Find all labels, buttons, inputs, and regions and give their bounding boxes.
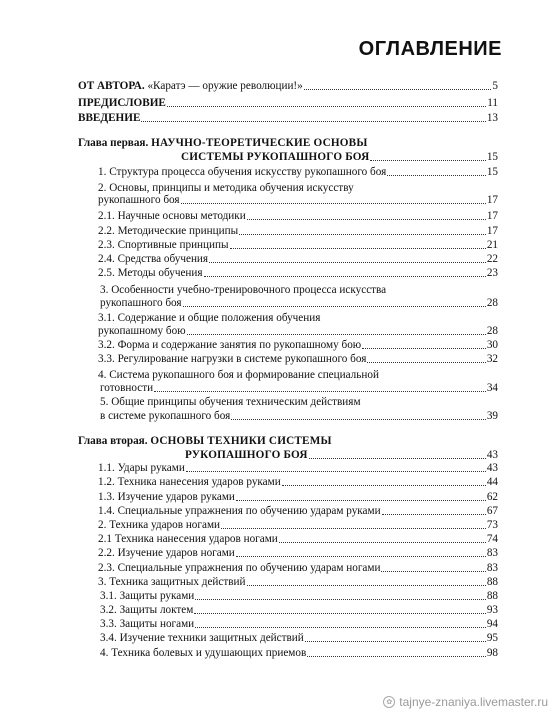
toc-page-number: 30 [486, 339, 498, 351]
toc-page-number: 43 [486, 449, 498, 461]
toc-entry-text: в системе рукопашного боя [100, 410, 231, 422]
toc-entry [98, 547, 498, 560]
toc-entry-text: 3.2. Защиты локтем [100, 604, 194, 616]
toc-entry [98, 239, 498, 252]
toc-entry [98, 225, 498, 238]
toc-entry-text: 3.1. Содержание и общие положения обучения [98, 312, 321, 324]
toc-page-number: 73 [486, 519, 498, 531]
toc-entry [100, 618, 498, 631]
toc-page-number: 74 [486, 533, 498, 545]
toc-entry-text: 3.3. Регулирование нагрузки в системе рукопашного боя [98, 353, 367, 365]
toc-page-number: 34 [486, 382, 498, 394]
toc-entry-text: 2. Техника ударов ногами [98, 519, 221, 531]
toc-entry-text: 1.2. Техника нанесения ударов руками [98, 476, 281, 488]
toc-page-number: 23 [486, 267, 498, 279]
toc-entry-text: 3.3. Защиты ногами [100, 618, 195, 630]
chapter-title: РУКОПАШНОГО БОЯ [185, 449, 308, 461]
toc-entry-text: 3. Техника защитных действий [98, 576, 246, 588]
toc-entry [100, 590, 498, 603]
toc-entry-text: 5. Общие принципы обучения техническим действиям [100, 396, 361, 408]
chapter-title: НАУЧНО-ТЕОРЕТИЧЕСКИЕ ОСНОВЫ [151, 137, 368, 149]
toc-entry-text: 2.2. Изучение ударов ногами [98, 547, 235, 559]
livemaster-logo-icon: ✿ [383, 696, 395, 708]
toc-entry [98, 533, 498, 546]
toc-page [58, 0, 506, 723]
toc-entry [98, 210, 498, 223]
toc-entry [100, 396, 498, 409]
watermark-text: tajnye-znaniya.livemaster.ru [399, 695, 548, 709]
toc-entry-text: готовности [100, 382, 154, 394]
toc-page-number: 17 [486, 194, 498, 206]
toc-page-number: 5 [492, 80, 498, 92]
toc-entry-label: ВВЕДЕНИЕ [78, 112, 141, 124]
toc-page-number: 32 [486, 353, 498, 365]
toc-entry-text: 3.4. Изучение техники защитных действий [100, 632, 304, 644]
toc-entry [98, 339, 498, 352]
toc-entry [98, 194, 498, 207]
toc-entry-text: 1.1. Удары руками [98, 462, 185, 474]
toc-entry [100, 382, 498, 395]
toc-entry-text: 4. Техника болевых и удушающих приемов [100, 647, 307, 659]
toc-entry-text: 2. Основы, принципы и методика обучения искусству [98, 182, 354, 194]
toc-entry [100, 410, 498, 423]
toc-entry [100, 604, 498, 617]
toc-entry-author [78, 80, 498, 93]
toc-page-number: 83 [486, 547, 498, 559]
toc-entry [98, 476, 498, 489]
toc-page-number: 21 [486, 239, 498, 251]
toc-entry [98, 312, 498, 325]
toc-heading: ОГЛАВЛЕНИЕ [358, 38, 502, 60]
toc-entry [98, 253, 498, 266]
chapter-prefix: Глава вторая. [78, 435, 148, 447]
chapter-1-heading [78, 137, 368, 150]
toc-entry [98, 519, 498, 532]
toc-entry [98, 505, 498, 518]
chapter-title: ОСНОВЫ ТЕХНИКИ СИСТЕМЫ [150, 435, 332, 447]
toc-page-number: 13 [486, 112, 498, 124]
toc-entry-label: ОТ АВТОРА. [78, 80, 145, 92]
toc-page-number: 28 [486, 325, 498, 337]
toc-entry-text: 2.3. Специальные упражнения по обучению ударам ногами [98, 562, 381, 574]
toc-entry [98, 166, 498, 179]
toc-entry [100, 647, 498, 660]
toc-entry-text: 1.3. Изучение ударов руками [98, 491, 235, 503]
toc-page-number: 39 [486, 410, 498, 422]
toc-entry-label: ПРЕДИСЛОВИЕ [78, 97, 166, 109]
toc-entry [98, 462, 498, 475]
toc-entry [98, 576, 498, 589]
toc-entry-text: 1.4. Специальные упражнения по обучению ударам руками [98, 505, 381, 517]
toc-page-number: 95 [486, 632, 498, 644]
toc-page-number: 17 [486, 210, 498, 222]
toc-page-number: 98 [486, 647, 498, 659]
toc-page-number: 62 [486, 491, 498, 503]
toc-page-number: 94 [486, 618, 498, 630]
toc-entry-text: 3.2. Форма и содержание занятия по рукопашному бою [98, 339, 362, 351]
toc-page-number: 15 [486, 151, 498, 163]
toc-entry-text: рукопашного боя [100, 297, 182, 309]
chapter-title: СИСТЕМЫ РУКОПАШНОГО БОЯ [181, 151, 370, 163]
toc-entry-text: 2.2. Методические принципы [98, 225, 239, 237]
toc-page-number: 11 [487, 97, 498, 109]
toc-entry-text: рукопашному бою [98, 325, 186, 337]
toc-entry [100, 297, 498, 310]
toc-entry-text: 4. Система рукопашного боя и формирование специальной [98, 369, 379, 381]
toc-page-number: 22 [486, 253, 498, 265]
toc-page-number: 67 [486, 505, 498, 517]
toc-page-number: 44 [486, 476, 498, 488]
toc-entry [100, 632, 498, 645]
toc-entry [100, 284, 498, 297]
toc-entry-text: 3. Особенности учебно-тренировочного процесса искусства [100, 284, 387, 296]
toc-entry-intro [78, 112, 498, 125]
toc-page-number: 93 [486, 604, 498, 616]
toc-entry [98, 353, 498, 366]
toc-entry [98, 325, 498, 338]
toc-page-number: 17 [486, 225, 498, 237]
toc-entry-preface [78, 97, 498, 110]
toc-entry [98, 562, 498, 575]
chapter-prefix: Глава первая. [78, 137, 149, 149]
chapter-2-heading [78, 435, 332, 448]
toc-entry-text: 2.5. Методы обучения [98, 267, 203, 279]
toc-entry [98, 369, 498, 382]
toc-entry-text: 1. Структура процесса обучения искусству рукопашного боя [98, 166, 387, 178]
chapter-2-title-line2 [185, 449, 498, 462]
toc-entry-text: 2.3. Спортивные принципы [98, 239, 229, 251]
toc-entry-text: 2.1. Научные основы методики [98, 210, 246, 222]
watermark [383, 695, 548, 709]
toc-page-number: 15 [486, 166, 498, 178]
toc-entry-extra: «Каратэ — оружие революции!» [147, 80, 303, 92]
toc-page-number: 43 [486, 462, 498, 474]
toc-page-number: 88 [486, 590, 498, 602]
toc-entry-text: рукопашного боя [98, 194, 180, 206]
toc-entry [98, 491, 498, 504]
toc-entry-text: 3.1. Защиты руками [100, 590, 195, 602]
toc-page-number: 28 [486, 297, 498, 309]
chapter-1-title-line2 [181, 151, 498, 164]
toc-page-number: 83 [486, 562, 498, 574]
toc-entry [98, 267, 498, 280]
toc-entry-text: 2.1 Техника нанесения ударов ногами [98, 533, 278, 545]
toc-entry-text: 2.4. Средства обучения [98, 253, 209, 265]
toc-page-number: 88 [486, 576, 498, 588]
